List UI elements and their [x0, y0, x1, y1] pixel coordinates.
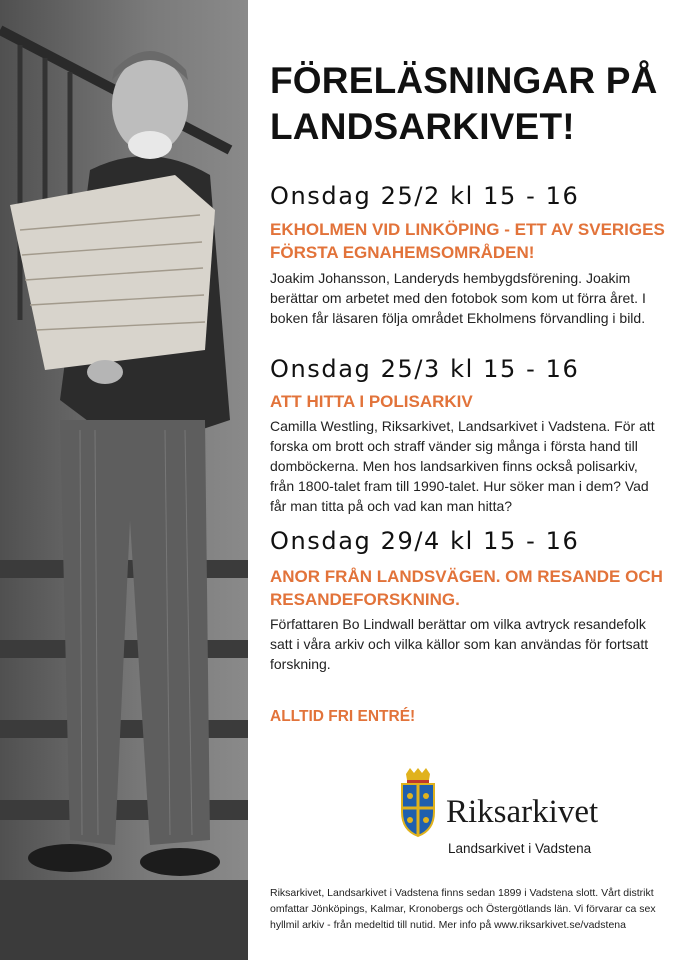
event-2-date: Onsdag 25/3 kl 15 - 16 [270, 355, 580, 383]
page-title: FÖRELÄSNINGAR PÅ LANDSARKIVET! [270, 60, 658, 147]
event-1-heading: EKHOLMEN VID LINKÖPING - ETT AV SVERIGES FÖRSTA EGNAHEMSOMRÅDEN! [270, 220, 665, 262]
coat-of-arms-icon [398, 768, 438, 838]
event-3-description: Författaren Bo Lindwall berättar om vilka avtryck resandefolk satt i våra arkiv och vilka källor som kan användas för fortsatt forskning. [270, 616, 649, 672]
logo-subtitle: Landsarkivet i Vadstena [448, 841, 592, 856]
event-1-date: Onsdag 25/2 kl 15 - 16 [270, 182, 580, 210]
event-1-description: Joakim Johansson, Landeryds hembygdsförening. Joakim berättar om arbetet med den fotobok som kom ut förra året. I boken får läsaren följa området Ekholmens förvandling i bild. [270, 270, 646, 326]
free-entry-note: ALLTID FRI ENTRÉ! [270, 708, 416, 725]
logo-name: Riksarkivet [446, 794, 599, 830]
event-2-heading: ATT HITTA I POLISARKIV [270, 392, 473, 411]
event-3-heading: ANOR FRÅN LANDSVÄGEN. OM RESANDE OCH RESANDEFORSKNING. [270, 567, 663, 609]
event-2-description: Camilla Westling, Riksarkivet, Landsarkivet i Vadstena. För att forska om brott och straff vänder sig många i första hand till domböckerna. Men hos landsarkiven finns också polisarkiv, från 1800-talet fram till 1990-talet. Hur söker man i dem? Vad får man titta på och vad kan man hitta? [270, 418, 655, 514]
poster-content [268, 0, 673, 960]
event-3-date: Onsdag 29/4 kl 15 - 16 [270, 527, 580, 555]
riksarkivet-logo [398, 768, 658, 858]
archival-photo-illustration [0, 0, 248, 960]
archival-photo [0, 0, 248, 960]
footer-info: Riksarkivet, Landsarkivet i Vadstena finns sedan 1899 i Vadstena slott. Vårt distrikt omfattar Jönköpings, Kalmar, Kronobergs och Östergötlands län. Vi förvarar ca sex hyllmil arkiv - från medeltid till nutid. Mer info på www.riksarkivet.se/vadstena [270, 887, 656, 931]
